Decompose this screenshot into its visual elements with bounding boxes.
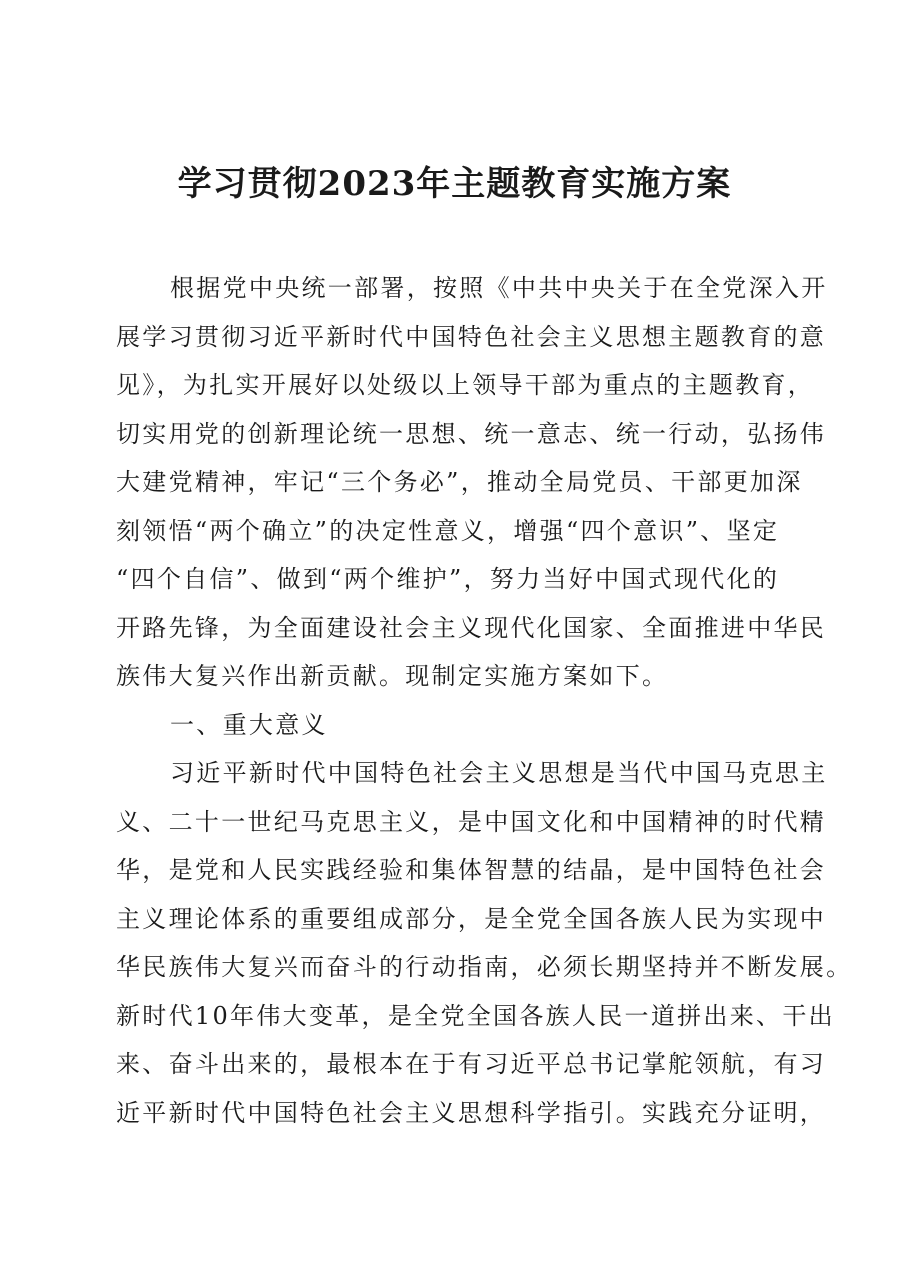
body-line: 见》，为扎实开展好以处级以上领导干部为重点的主题教育， <box>116 371 815 399</box>
body-line: “四个自信”、做到“两个维护”，努力当好中国式现代化的 <box>116 565 780 593</box>
document-body <box>116 264 853 1137</box>
body-line: 华，是党和人民实践经验和集体智慧的结晶，是中国特色社会 <box>116 856 827 884</box>
body-line: 新时代10年伟大变革，是全党全国各族人民一道拼出来、干出 <box>116 1001 835 1030</box>
body-line: 华民族伟大复兴而奋斗的行动指南，必须长期坚持并不断发展。 <box>116 953 853 981</box>
body-line: 来、奋斗出来的，最根本在于有习近平总书记掌舵领航，有习 <box>116 1050 827 1078</box>
body-line: 主义理论体系的重要组成部分，是全党全国各族人民为实现中 <box>116 904 827 933</box>
body-line: 开路先锋，为全面建设社会主义现代化国家、全面推进中华民 <box>116 613 827 642</box>
body-line: 根据党中央统一部署，按照《中共中央关于在全党深入开 <box>170 274 828 302</box>
body-line: 义、二十一世纪马克思主义，是中国文化和中国精神的时代精 <box>116 807 827 836</box>
body-line: 族伟大复兴作出新贡献。现制定实施方案如下。 <box>116 662 669 690</box>
body-line: 刻领悟“两个确立”的决定性意义，增强“四个意识”、坚定 <box>116 516 780 545</box>
body-line: 展学习贯彻习近平新时代中国特色社会主义思想主题教育的意 <box>116 322 827 351</box>
body-line: 近平新时代中国特色社会主义思想科学指引。实践充分证明， <box>116 1098 827 1127</box>
body-line: 切实用党的创新理论统一思想、统一意志、统一行动，弘扬伟 <box>116 419 827 448</box>
section-heading: 一、重大意义 <box>170 710 328 739</box>
body-line: 习近平新时代中国特色社会主义思想是当代中国马克思主 <box>170 759 828 787</box>
body-line: 大建党精神，牢记“三个务必”，推动全局党员、干部更加深 <box>116 468 803 496</box>
document-title: 学习贯彻2023年主题教育实施方案 <box>177 164 732 204</box>
